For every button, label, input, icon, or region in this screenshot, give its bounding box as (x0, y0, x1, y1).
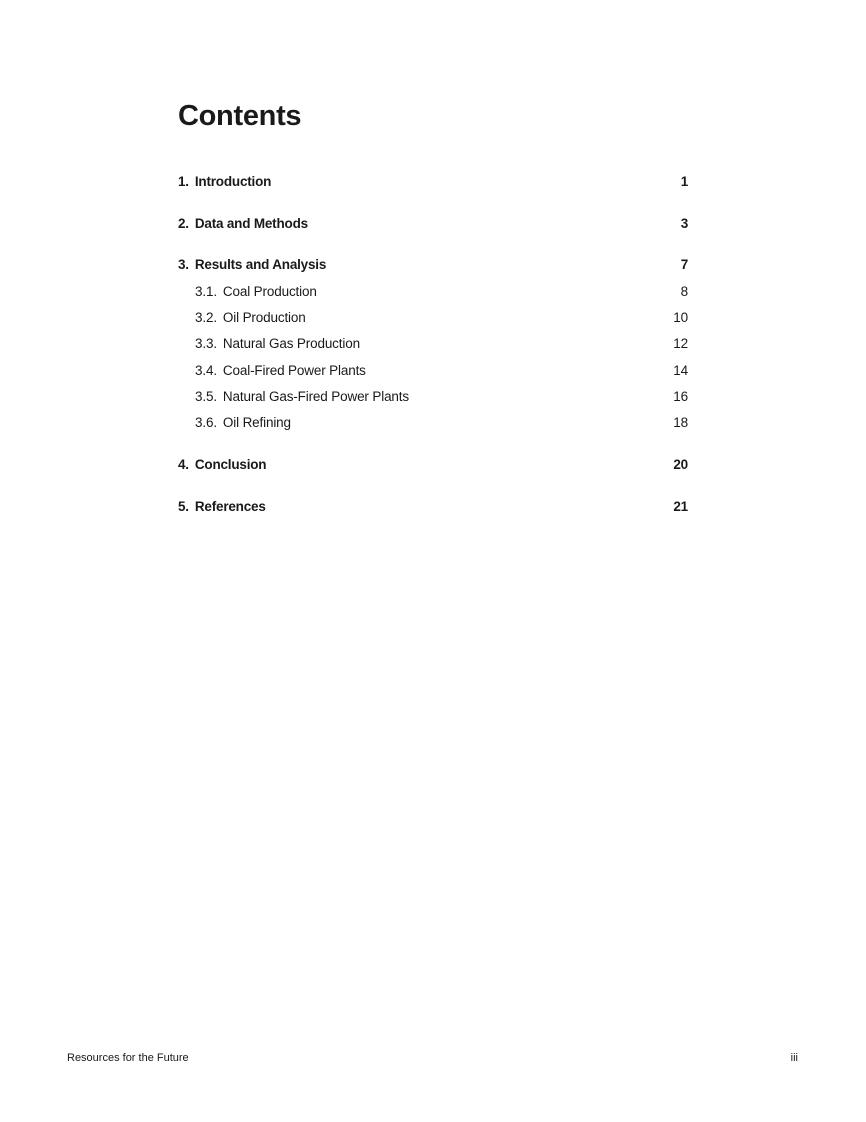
toc-entry-page: 18 (673, 414, 688, 430)
table-of-contents (178, 0, 688, 600)
footer-publisher: Resources for the Future (67, 1052, 189, 1064)
toc-entry-title: Natural Gas-Fired Power Plants (222, 388, 409, 404)
toc-entry-title: Oil Refining (222, 414, 291, 430)
toc-entry-label (195, 310, 306, 325)
toc-entry-number: 3.4. (195, 362, 217, 378)
toc-subentry-oil-production[interactable] (195, 307, 688, 327)
toc-entry-label (178, 257, 326, 272)
toc-subentry-coal-fired-power-plants[interactable] (195, 360, 688, 380)
toc-entry-page: 8 (680, 283, 688, 299)
toc-entry-conclusion[interactable] (178, 454, 688, 474)
toc-subentry-coal-production[interactable] (195, 281, 688, 301)
toc-entry-number: 3.5. (195, 388, 217, 404)
toc-entry-number: 3.3. (195, 335, 217, 351)
toc-entry-label (178, 499, 266, 514)
toc-entry-page: 3 (680, 215, 688, 231)
toc-entry-data-and-methods[interactable] (178, 213, 688, 233)
toc-entry-number: 3. (178, 256, 189, 272)
toc-entry-page: 7 (680, 256, 688, 272)
toc-entry-label (195, 415, 291, 430)
toc-entry-title: Conclusion (194, 456, 267, 472)
toc-entry-number: 3.2. (195, 309, 217, 325)
toc-subentry-oil-refining[interactable] (195, 412, 688, 432)
toc-entry-page: 10 (673, 309, 688, 325)
toc-entry-title: Coal Production (222, 283, 317, 299)
toc-entry-page: 16 (673, 388, 688, 404)
toc-entry-number: 4. (178, 456, 189, 472)
toc-subentry-natural-gas-production[interactable] (195, 333, 688, 353)
toc-entry-page: 21 (673, 498, 688, 514)
toc-entry-page: 20 (673, 456, 688, 472)
toc-entry-number: 1. (178, 173, 189, 189)
toc-entry-title: Data and Methods (194, 215, 308, 231)
toc-entry-number: 3.6. (195, 414, 217, 430)
footer-page-number: iii (790, 1052, 798, 1064)
toc-entry-results-and-analysis[interactable] (178, 254, 688, 274)
toc-entry-label (178, 216, 308, 231)
toc-entry-number: 2. (178, 215, 189, 231)
toc-entry-page: 1 (680, 173, 688, 189)
toc-entry-page: 14 (673, 362, 688, 378)
toc-entry-title: Coal-Fired Power Plants (222, 362, 366, 378)
toc-entry-label (195, 363, 366, 378)
toc-entry-label (195, 284, 317, 299)
toc-entry-label (195, 389, 409, 404)
toc-entry-title: Introduction (194, 173, 272, 189)
toc-entry-label (178, 174, 271, 189)
page-title: Contents (178, 100, 302, 132)
toc-entry-introduction[interactable] (178, 171, 688, 191)
toc-entry-title: Oil Production (222, 309, 306, 325)
toc-entry-label (178, 457, 266, 472)
toc-subentry-natural-gas-fired-power-plants[interactable] (195, 386, 688, 406)
toc-entry-title: Natural Gas Production (222, 335, 360, 351)
toc-entry-title: Results and Analysis (194, 256, 327, 272)
toc-entry-number: 3.1. (195, 283, 217, 299)
toc-entry-label (195, 336, 360, 351)
toc-entry-page: 12 (673, 335, 688, 351)
toc-entry-number: 5. (178, 498, 189, 514)
toc-entry-title: References (194, 498, 266, 514)
toc-entry-references[interactable] (178, 496, 688, 516)
